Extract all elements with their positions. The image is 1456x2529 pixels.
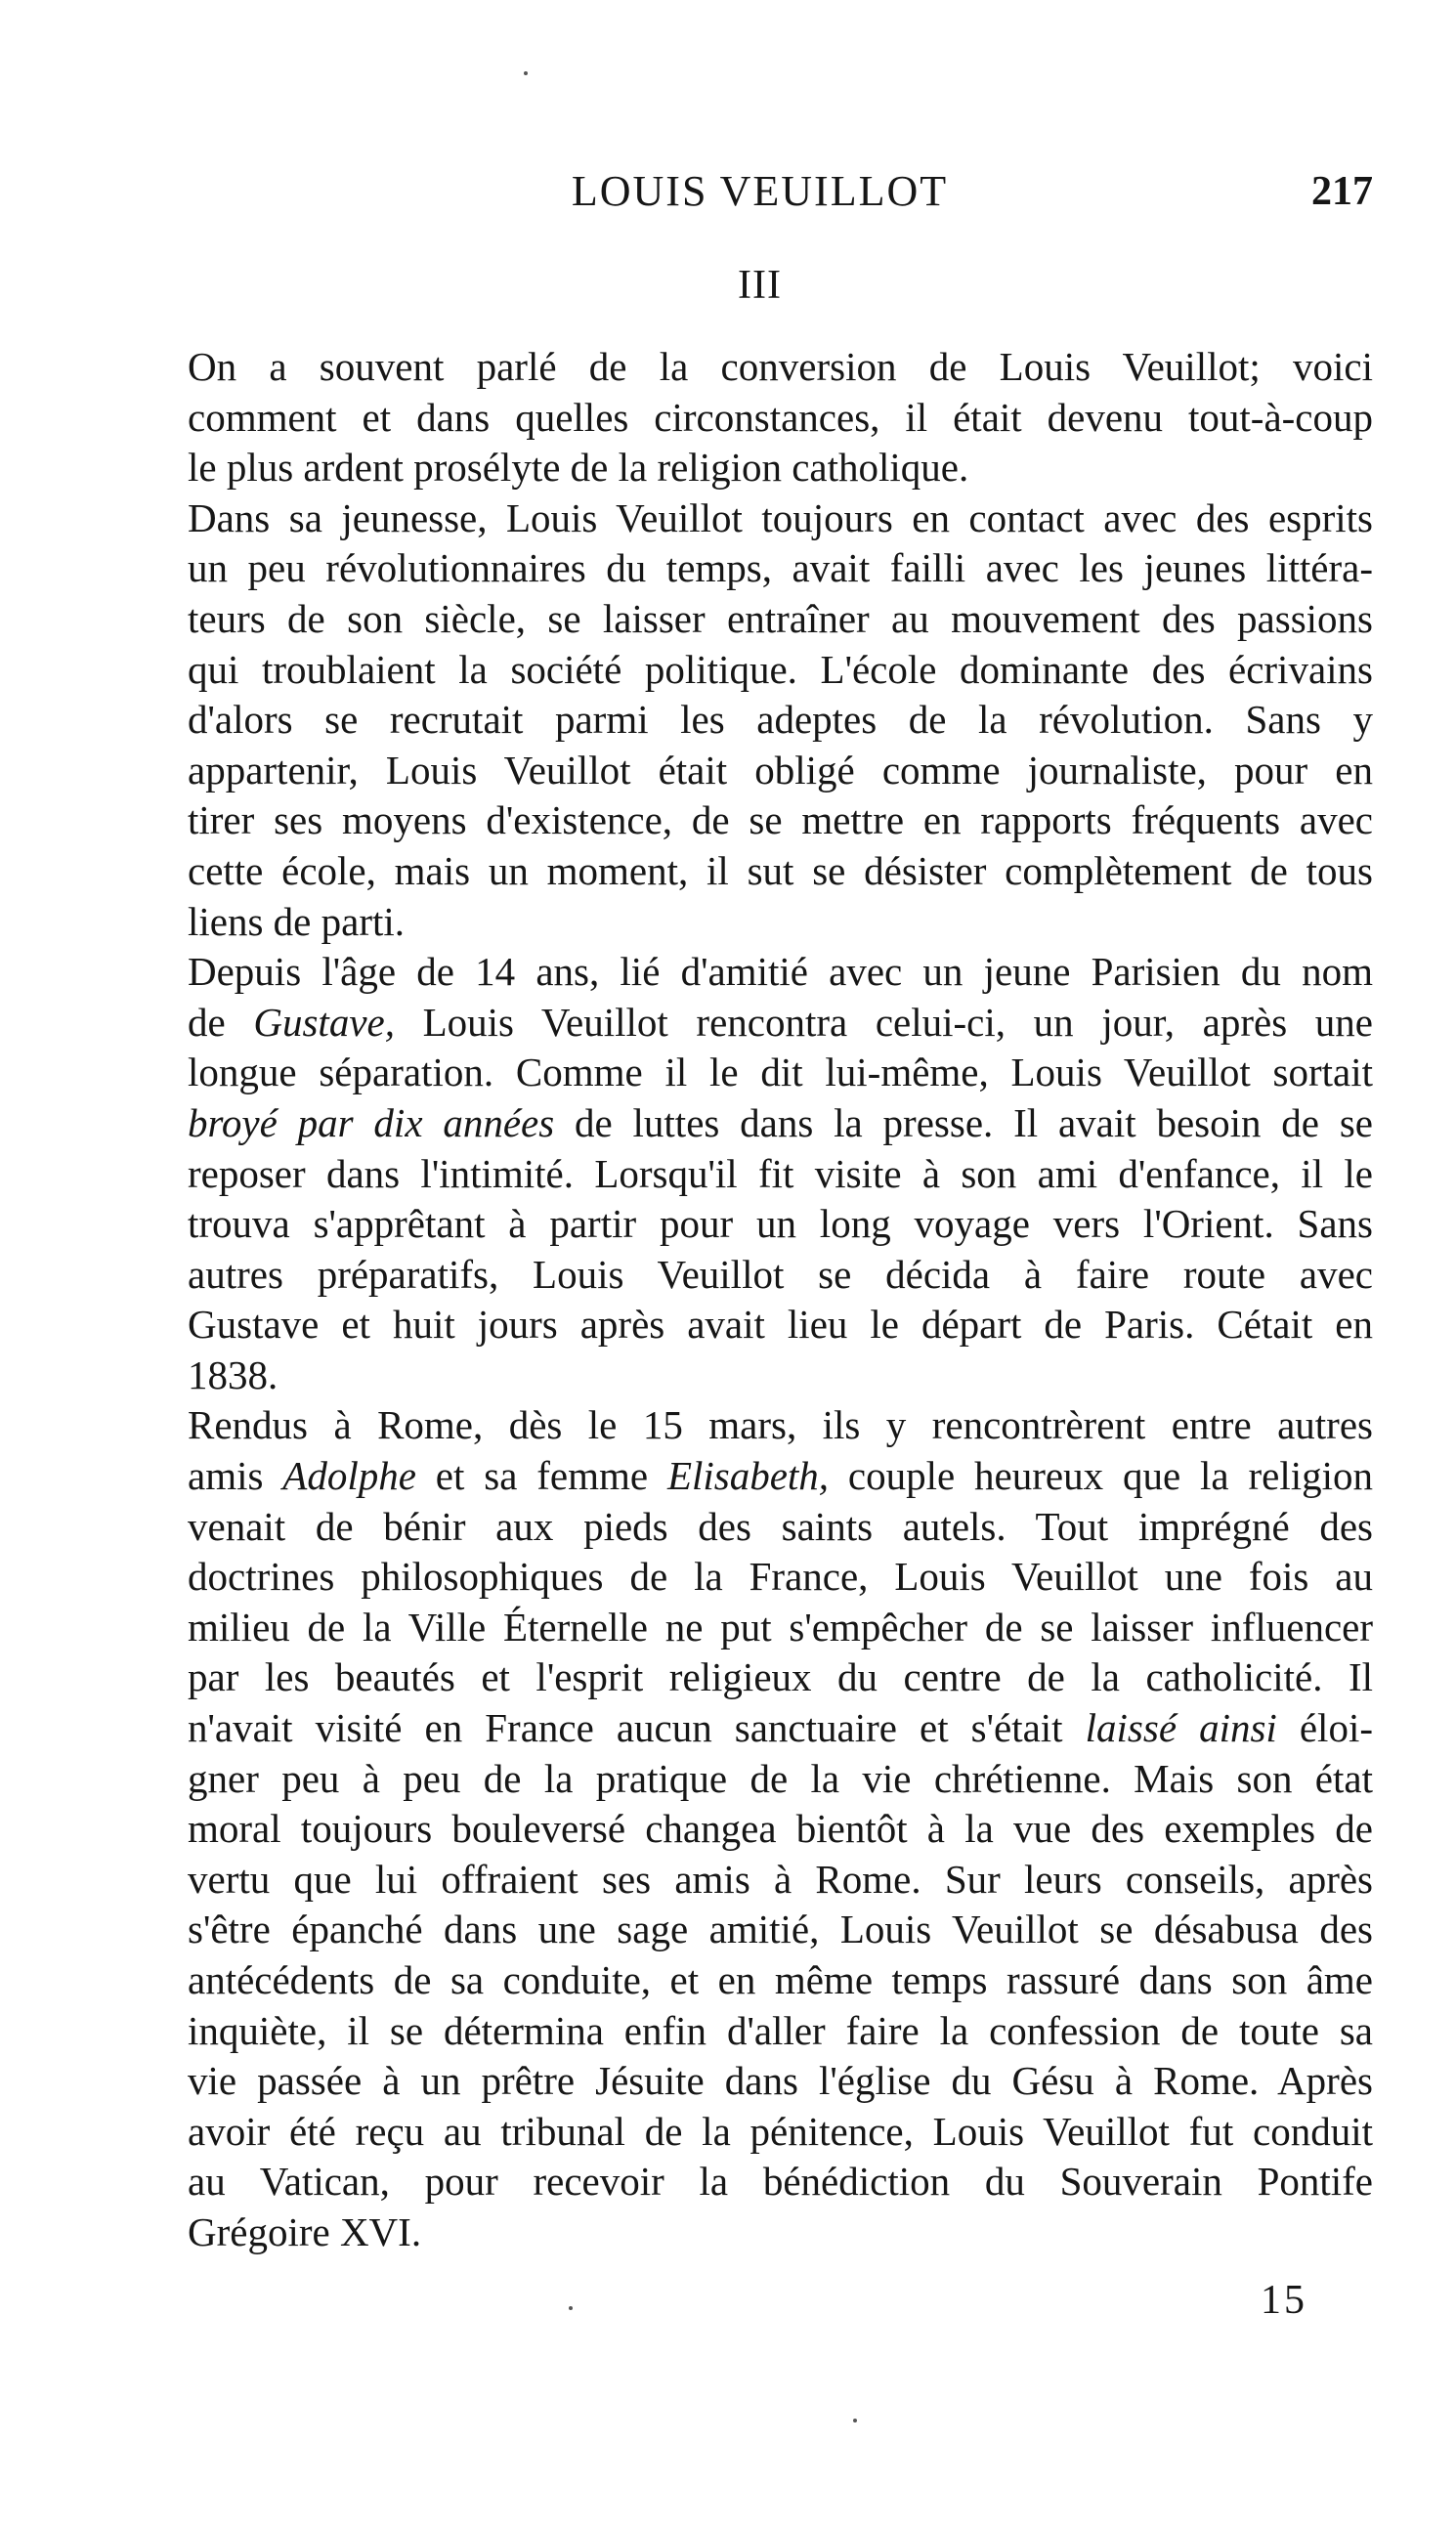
text-line: Gustave et huit jours après avait lieu le départ de Paris. Cétait en [188, 1302, 1373, 1348]
text-line: teurs de son siècle, se laisser entraîner au mouvement des passions [188, 595, 1373, 641]
text-segment: amis [188, 1453, 283, 1499]
text-line: 1838. [188, 1351, 278, 1397]
text-line: un peu révolutionnaires du temps, avait failli avec les jeunes littéra- [188, 545, 1373, 591]
running-title: LOUIS VEUILLOT [571, 167, 949, 215]
section-heading: III [738, 263, 782, 308]
text-line: moral toujours bouleversé changea bientôt à la vue des exemples de [188, 1806, 1373, 1852]
text-line: tirer ses moyens d'existence, de se mettre en rapports fréquents avec [188, 797, 1373, 843]
text-line: antécédents de sa conduite, et en même temps rassuré dans son âme [188, 1957, 1373, 2002]
italic-segment: broyé par dix années [188, 1099, 555, 1145]
text-segment: n'avait visité en France aucun sanctuaire et s'était [188, 1705, 1086, 1751]
text-line: reposer dans l'intimité. Lorsqu'il fit visite à son ami d'enfance, il le [188, 1150, 1373, 1196]
italic-segment: Gustave, [253, 999, 395, 1045]
text-line: au Vatican, pour recevoir la bénédiction du Souverain Pontife [188, 2159, 1373, 2205]
paragraph [147, 1400, 1373, 2257]
text-line [147, 998, 1373, 1049]
text-line: liens de parti. [188, 898, 406, 944]
text-line: Grégoire XVI. [188, 2208, 422, 2254]
text-line: longue séparation. Comme il le dit lui-même, Louis Veuillot sortait [188, 1050, 1373, 1095]
paper-speck [524, 71, 528, 75]
page-number: 217 [1311, 169, 1373, 214]
text-segment: éloi- [1276, 1705, 1373, 1751]
paragraph [147, 493, 1373, 947]
text-line: cette école, mais un moment, il sut se désister complètement de tous [188, 847, 1373, 893]
text-line: trouva s'apprêtant à partir pour un long voyage vers l'Orient. Sans [188, 1201, 1373, 1247]
italic-segment: Elisabeth, [666, 1453, 830, 1499]
text-line: qui troublaient la société politique. L'école dominante des écrivains [188, 646, 1373, 692]
signature-mark: 15 [1261, 2278, 1307, 2323]
text-line: gner peu à peu de la pratique de la vie chrétienne. Mais son état [188, 1755, 1373, 1801]
text-line: avoir été reçu au tribunal de la pénitence, Louis Veuillot fut conduit [188, 2108, 1373, 2154]
body-text [147, 342, 1373, 2258]
text-line: Rendus à Rome, dès le 15 mars, ils y rencontrèrent entre autres [188, 1402, 1373, 1448]
italic-segment: Adolphe [282, 1453, 416, 1499]
paper-speck [853, 2419, 857, 2422]
text-line [147, 1098, 1373, 1149]
paper-speck [569, 2306, 573, 2310]
text-line: doctrines philosophiques de la France, Louis Veuillot une fois au [188, 1554, 1373, 1600]
paragraph [147, 947, 1373, 1400]
text-line: d'alors se recrutait parmi les adeptes de la révolution. Sans y [188, 697, 1373, 743]
text-line: On a souvent parlé de la conversion de Louis Veuillot; voici [188, 344, 1373, 389]
text-line: Depuis l'âge de 14 ans, lié d'amitié avec un jeune Parisien du nom [188, 949, 1373, 995]
text-line [147, 1703, 1373, 1754]
text-segment: de [188, 999, 254, 1045]
text-segment: Louis Veuillot rencontra celui-ci, un jour, après une [394, 999, 1373, 1045]
text-line [147, 1451, 1373, 1502]
text-line: le plus ardent prosélyte de la religion catholique. [188, 445, 969, 491]
text-line: s'être épanché dans une sage amitié, Louis Veuillot se désabusa des [188, 1907, 1373, 1952]
text-line: milieu de la Ville Éternelle ne put s'empêcher de se laisser influencer [188, 1604, 1373, 1650]
text-line: par les beautés et l'esprit religieux du centre de la catholicité. Il [188, 1654, 1373, 1700]
text-line: appartenir, Louis Veuillot était obligé comme journaliste, pour en [188, 747, 1373, 793]
text-segment: de luttes dans la presse. Il avait besoin de se [554, 1099, 1373, 1145]
text-segment: et sa femme [415, 1453, 667, 1499]
text-line: vertu que lui offraient ses amis à Rome. Sur leurs conseils, après [188, 1856, 1373, 1902]
text-segment: couple heureux que la religion [829, 1453, 1373, 1499]
text-line: inquiète, il se détermina enfin d'aller faire la confession de toute sa [188, 2007, 1373, 2053]
text-line: vie passée à un prêtre Jésuite dans l'église du Gésu à Rome. Après [188, 2058, 1373, 2104]
italic-segment: laissé ainsi [1085, 1705, 1277, 1751]
text-line: autres préparatifs, Louis Veuillot se décida à faire route avec [188, 1251, 1373, 1297]
text-line: venait de bénir aux pieds des saints autels. Tout imprégné des [188, 1503, 1373, 1549]
text-line: Dans sa jeunesse, Louis Veuillot toujours en contact avec des esprits [188, 494, 1373, 540]
running-head [147, 166, 1373, 225]
paragraph [147, 342, 1373, 493]
text-line: comment et dans quelles circonstances, il était devenu tout-à-coup [188, 394, 1373, 440]
